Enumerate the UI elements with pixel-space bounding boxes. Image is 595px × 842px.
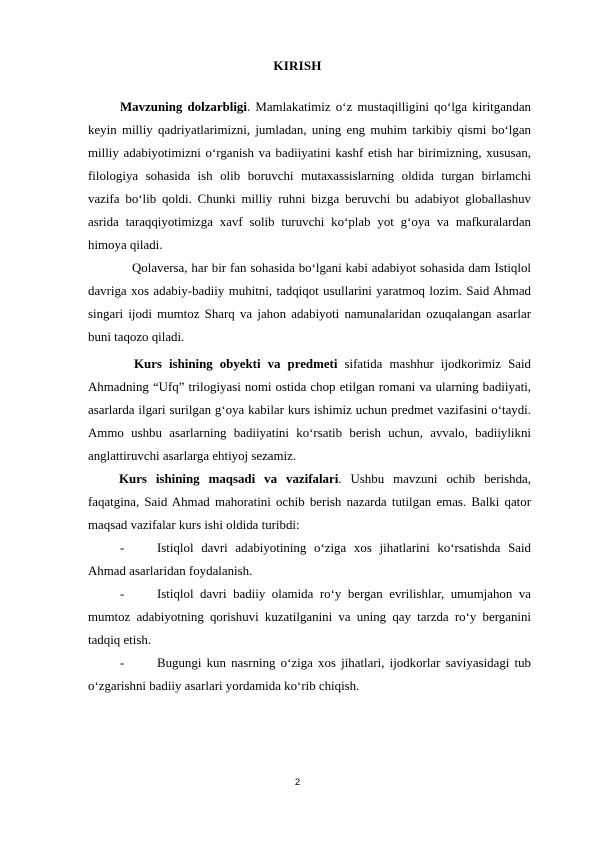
list-item-text: Istiqlol davri badiiy olamida ro‘y bergan evrilishlar, umumjahon va mumtoz adabiyotning qorishuvi kuzatilganini va uning qay tarzda ro‘y berganini tadqiq etish.: [88, 587, 531, 647]
section-title: KIRISH: [273, 58, 322, 73]
list-dash: -: [120, 541, 125, 555]
relevance-text: . Mamlakatimiz o‘z mustaqilligini qo‘lga kiritgandan keyin milliy qadriyatlarimizni, jumladan, uning eng muhim tarkibiy qismi bo‘lgan milliy adabiyotimizni o‘rganish va badiiyatini kashf etish har birimizning, xususan, filologiya sohasida ish olib boruvchi mutaxassislarning oldida turgan birlamchi vazifa bo‘lib qoldi. Chunki milliy ruhni bizga beruvchi bu adabiyot globallashuv asrida taraqqiyotimizga xavf solib turuvchi ko‘plab yot g‘oya va mafkuralardan himoya qiladi.: [88, 100, 531, 252]
body-text: [88, 96, 531, 698]
goals-heading: Kurs ishining maqsadi va vazifalari: [119, 472, 339, 486]
list-item-text: Bugungi kun nasrning o‘ziga xos jihatlari, ijodkorlar saviyasidagi tub o‘zgarishni badiiy asarlari yordamida ko‘rib chiqish.: [88, 656, 531, 693]
relevance-heading: Mavzuning dolzarbligi: [120, 100, 247, 114]
page-number: 2: [294, 777, 301, 788]
list-item: [88, 583, 531, 652]
list-item: [88, 537, 531, 583]
moreover-text: Qolaversa, har bir fan sohasida bo‘lgani kabi adabiyot sohasida dam Istiqlol davriga xos adabiy-badiiy muhitni, tadqiqot usullarini yaratmoq lozim. Said Ahmad singari ijodi mumtoz Sharq va jahon adabiyoti namunalaridan ozuqalangan asarlar buni taqozo qiladi.: [88, 261, 531, 344]
paragraph-relevance: [88, 96, 531, 257]
list-dash: -: [120, 656, 125, 670]
paragraph-object: [88, 353, 531, 468]
object-text: sifatida mashhur ijodkorimiz Said Ahmadning “Ufq” trilogiyasi nomi ostida chop etilgan romani va ularning badiiyati, asarlarda ilgari surilgan g‘oya kabilar kurs ishimiz uchun predmet vazifasini o‘taydi. Ammo ushbu asarlarning badiiyatini ko‘rsatib berish uchun, avvalo, badiiylikni anglattiruvchi asarlarga ehtiyoj sezamiz.: [88, 357, 531, 463]
goals-text: . Ushbu mavzuni ochib berishda, faqatgina, Said Ahmad mahoratini ochib berish nazarda tutilgan emas. Balki qator maqsad vazifalar kurs ishi oldida turibdi:: [88, 472, 531, 532]
list-item: [88, 652, 531, 698]
list-dash: -: [120, 587, 125, 601]
list-item-text: Istiqlol davri adabiyotining o‘ziga xos jihatlarini ko‘rsatishda Said Ahmad asarlaridan foydalanish.: [88, 541, 531, 578]
paragraph-goals: [88, 468, 531, 537]
paragraph-moreover: [88, 257, 531, 349]
object-heading: Kurs ishining obyekti va predmeti: [134, 357, 338, 371]
